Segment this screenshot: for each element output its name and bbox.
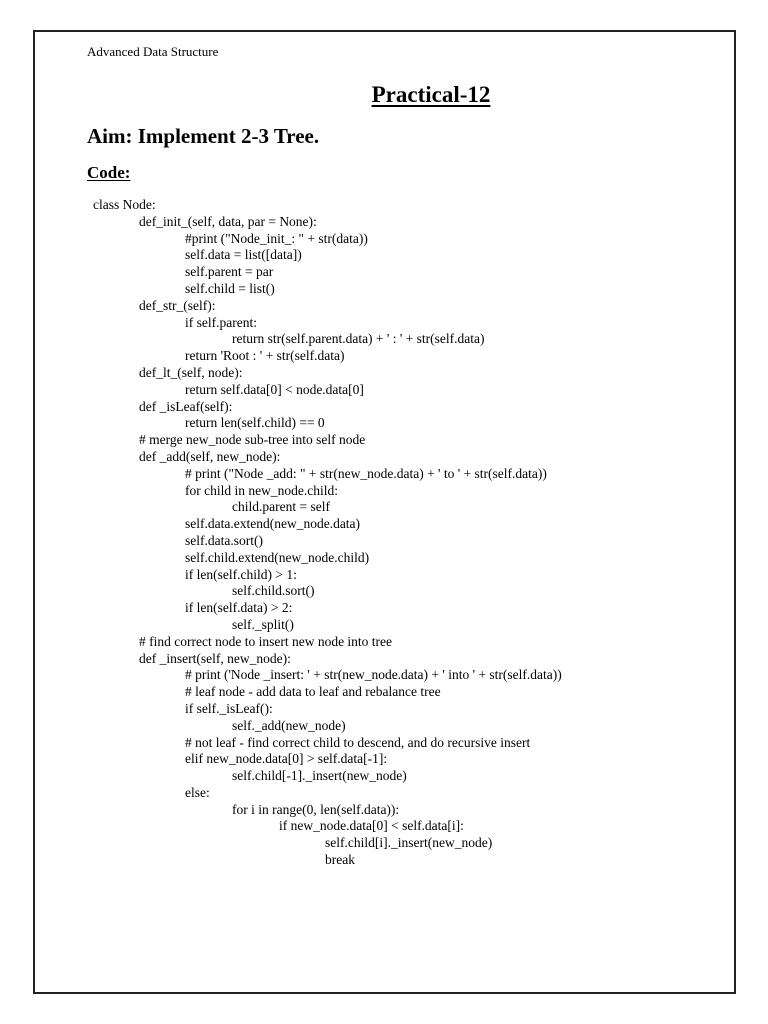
code-line: return str(self.parent.data) + ' : ' + str(self.data) (232, 331, 485, 347)
code-line: return len(self.child) == 0 (185, 415, 325, 431)
code-line: self._add(new_node) (232, 717, 346, 733)
code-line: def_lt_(self, node): (139, 364, 243, 380)
code-line: def _isLeaf(self): (139, 398, 233, 414)
practical-title: Practical-12 (371, 82, 491, 107)
code-line: self.data.sort() (185, 532, 263, 548)
code-line: self.child[i]._insert(new_node) (325, 835, 493, 851)
code-line: self._split() (232, 616, 294, 632)
code-line: self.child.extend(new_node.child) (185, 549, 370, 565)
code-line: if self.parent: (185, 314, 257, 330)
code-line: for child in new_node.child: (185, 482, 338, 498)
running-header: Advanced Data Structure (87, 44, 219, 59)
code-line: self.data = list([data]) (185, 247, 302, 263)
code-line: else: (185, 784, 210, 800)
code-line: def_str_(self): (139, 297, 216, 313)
code-line: if new_node.data[0] < self.data[i]: (279, 818, 464, 834)
code-line: # not leaf - find correct child to descend, and do recursive insert (185, 734, 531, 750)
code-line: # find correct node to insert new node into tree (139, 633, 393, 649)
code-line: return 'Root : ' + str(self.data) (185, 348, 345, 364)
code-line: def _add(self, new_node): (139, 448, 281, 464)
code-line: if len(self.child) > 1: (185, 566, 297, 582)
code-line: # merge new_node sub-tree into self node (139, 432, 366, 448)
code-line: self.child = list() (185, 280, 275, 296)
code-block (93, 197, 713, 869)
code-line: #print ("Node_init_: " + str(data)) (185, 230, 368, 246)
code-line: return self.data[0] < node.data[0] (185, 381, 364, 397)
aim-heading: Aim: Implement 2-3 Tree. (87, 124, 320, 148)
code-line: self.parent = par (185, 264, 274, 280)
code-line: self.child.sort() (232, 583, 315, 599)
code-line: # print ('Node _insert: ' + str(new_node.data) + ' into ' + str(self.data)) (185, 667, 562, 683)
code-line: if self._isLeaf(): (185, 700, 273, 716)
code-line: self.data.extend(new_node.data) (185, 516, 361, 532)
code-line: if len(self.data) > 2: (185, 600, 293, 616)
code-line: child.parent = self (232, 499, 330, 515)
code-line: for i in range(0, len(self.data)): (232, 801, 400, 817)
code-line: # print ("Node _add: " + str(new_node.data) + ' to ' + str(self.data)) (185, 465, 547, 481)
code-line: class Node: (93, 197, 156, 212)
code-line: def _insert(self, new_node): (139, 650, 291, 666)
code-line: elif new_node.data[0] > self.data[-1]: (185, 751, 388, 767)
code-line: def_init_(self, data, par = None): (139, 213, 317, 229)
code-line: break (325, 852, 355, 868)
code-heading: Code: (87, 163, 131, 182)
code-line: # leaf node - add data to leaf and rebalance tree (185, 684, 441, 700)
code-line: self.child[-1]._insert(new_node) (232, 768, 407, 784)
